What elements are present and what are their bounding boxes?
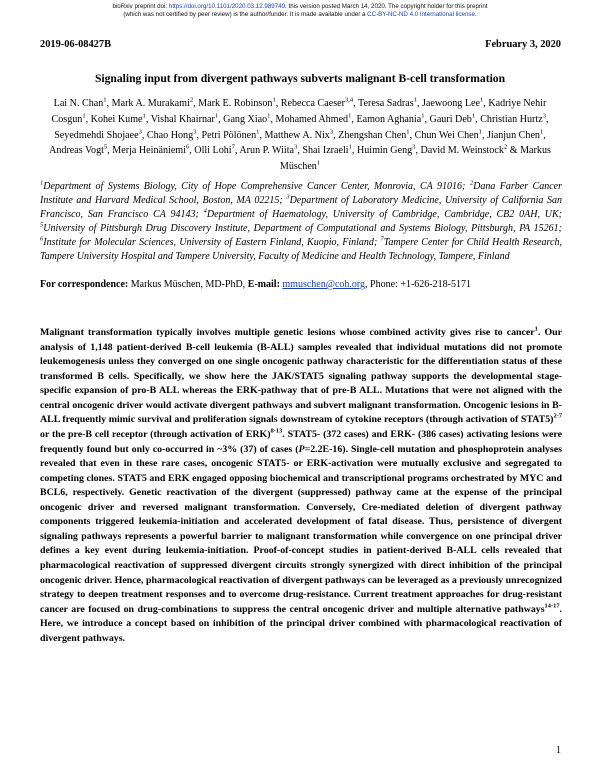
author: Huimin Geng$^3$ — [356, 144, 416, 157]
author: Kadriye Nehir Cosgun$^1$ — [51, 98, 547, 125]
reference: 2-7 — [553, 413, 562, 421]
author: Merja Heinäniemi$^6$ — [112, 144, 190, 157]
author: Mark E. Robinson$^1$ — [198, 96, 276, 109]
author: David M. Weinstock$^2$ — [420, 144, 508, 157]
correspondence-label: For correspondence: — [40, 279, 129, 290]
affiliation: $^4$Department of Haematology, University of Cambridge, Cambridge, CB2 0AH, UK; — [203, 207, 563, 221]
reference: 8-13 — [270, 427, 283, 435]
page-number: 1 — [556, 745, 561, 756]
preprint-notice — [0, 3, 600, 19]
author: Chun Wei Chen$^1$ — [414, 128, 482, 141]
author: Markus Müschen$^1$ — [279, 145, 551, 173]
paper-title: Signaling input from divergent pathways subverts malignant B-cell transformation — [94, 72, 506, 85]
affiliation: $^6$Institute for Molecular Sciences, University of Eastern Finland, Kuopio, Finland; — [40, 236, 381, 249]
phone-label: , Phone: — [365, 279, 398, 290]
license-link[interactable]: CC-BY-NC-ND 4.0 International license — [367, 11, 475, 18]
author: Zhengshan Chen$^1$ — [338, 128, 410, 141]
affiliation: $^1$Department of Systems Biology, City of Hope Comprehensive Cancer Center, Monrovia, CA 91016; — [40, 179, 470, 192]
affiliation: $^7$Tampere Center for Child Health Research, Tampere University Hospital and Tampere University, Faculty of Medicine and Health Technology, Tampere, Finland — [40, 236, 562, 263]
affiliations — [40, 180, 562, 265]
affiliation: $^5$University of Pittsburgh Drug Discovery Institute, Department of Computational and Systems Biology, Pittsburgh, PA 15261; — [40, 221, 562, 235]
author: Arun P. Wiita$^3$ — [239, 144, 298, 157]
author: Seyedmehdi Shojaee$^3$ — [54, 128, 142, 141]
correspondence — [40, 278, 562, 292]
reference: 1 — [534, 325, 538, 333]
affiliation: $^2$Dana Farber Cancer Institute and Harvard Medical School, Boston, MA 02215; — [40, 179, 562, 207]
manuscript-id: 2019-06-08427B — [40, 39, 111, 50]
affiliation: $^3$Department of Laboratory Medicine, University of California San Francisco, San Francisco CA 94143; — [40, 193, 562, 221]
author: Mohamed Ahmed$^1$ — [275, 112, 352, 125]
author: Chao Hong$^3$ — [146, 128, 197, 141]
preprint-notice-line2: (which was not certified by peer review) is the author/funder. It is made available under a CC-BY-NC-ND 4.0 International license. — [123, 11, 477, 18]
author: Eamon Aghania$^1$ — [356, 112, 425, 125]
author: Shai Izraeli$^1$ — [302, 144, 352, 157]
author-list: Lai N. Chan$^1$, Mark A. Murakami$^2$, Mark E. Robinson$^1$, Rebecca Caeser$^{3,4}$, Teresa Sadras$^1$, Jaewoong Lee$^1$, Kadriye Nehir Cosgun$^1$, Kohei Kume$^1$, Vishal Khairnar$^1$, Gang Xiao$^1$, Mohamed Ahmed$^1$, Eamon Aghania$^1$, Gauri Deb$^1$, Christian Hurtz$^3$, Seyedmehdi Shojaee$^3$, Chao Hong$^3$, Petri Pölönen$^1$, Matthew A. Nix$^3$, Zhengshan Chen$^1$, Chun Wei Chen$^1$, Jianjun Chen$^1$, Andreas Vogt$^5$, Merja Heinäniemi$^6$, Olli Lohi$^7$, Arun P. Wiita$^3$, Shai Izraeli$^1$, Huimin Geng$^3$, David M. Weinstock$^2$ & Markus Müschen$^1$ — [49, 96, 551, 173]
author: Lai N. Chan$^1$ — [53, 96, 107, 109]
author: Matthew A. Nix$^3$ — [264, 128, 334, 141]
author: Jaewoong Lee$^1$ — [421, 96, 484, 109]
reference: 14-17 — [544, 602, 560, 610]
author: Mark A. Murakami$^2$ — [111, 96, 194, 109]
author: Gauri Deb$^1$ — [429, 112, 476, 125]
email-label: E-mail: — [247, 279, 280, 290]
author: Teresa Sadras$^1$ — [358, 96, 417, 109]
author: Kohei Kume$^1$ — [90, 112, 146, 125]
author: Christian Hurtz$^3$ — [480, 112, 546, 125]
author: Gang Xiao$^1$ — [223, 112, 271, 125]
phone-number: +1-626-218-5171 — [397, 279, 471, 290]
author: Petri Pölönen$^1$ — [201, 128, 260, 141]
preprint-notice-line1: bioRxiv preprint doi: https://doi.org/10.1101/2020.03.12.989749. this version posted March 14, 2020. The copyright holder for this preprint — [112, 3, 488, 10]
abstract: Malignant transformation typically involves multiple genetic lesions whose combined activity gives rise to cancer$^1$. Our analysis of 1,148 patient-derived B-cell leukemia (B-ALL) samples revealed that individual mutations did not promote leukemogenesis unless they converged on one single oncogenic pathway characteristic for the differentiation status of these transformed B cells. Specifically, we show here the JAK/STAT5 signaling pathway supports the developmental stage-specific expansion of pro-B ALL whereas the ERK-pathway that of pre-B ALL. Mutations that were not aligned with the central oncogenic driver would activate divergent pathways and subvert malignant transformation. Oncogenic lesions in B-ALL frequently mimic survival and proliferation signals downstream of cytokine receptors (through activation of STAT5)$^{2-7}$ or the pre-B cell receptor (through activation of ERK)$^{8-13}$. STAT5- (372 cases) and ERK- (386 cases) activating lesions were frequently found but only co-occurred in ~3% (37) of cases (P=2.2E-16). Single-cell mutation and phosphoprotein analyses revealed that even in these rare cases, oncogenic STAT5- or ERK-activation were mutually exclusive and segregated to competing clones. STAT5 and ERK engaged opposing biochemical and transcriptional programs orchestrated by MYC and BCL6, respectively. Genetic reactivation of the divergent (suppressed) pathway came at the expense of the principal oncogenic driver and reversed malignant transformation. Conversely, Cre-mediated deletion of divergent pathway components triggered leukemia-initiation and accelerated development of fatal disease. Thus, persistence of divergent signaling pathways represents a powerful barrier to malignant transformation while convergence on one principal driver defines a key event during leukemia-initiation. Proof-of-concept studies in patient-derived B-ALL cells revealed that pharmacological reactivation of suppressed divergent circuits strongly synergized with direct inhibition of the principal oncogenic driver. Hence, pharmacological reactivation of divergent pathways can be leveraged as a previously unrecognized strategy to deepen treatment responses and to overcome drug-resistance. Current treatment approaches for drug-resistant cancer are focused on drug-combinations to suppress the central oncogenic driver and multiple alternative pathways$^{14-17}$. Here, we introduce a concept based on inhibition of the principal driver combined with pharmacological reactivation of divergent pathways. — [40, 325, 562, 644]
doi-link[interactable]: https://doi.org/10.1101/2020.03.12.989749 — [168, 3, 286, 10]
correspondence-name: Markus Müschen, MD-PhD, — [128, 279, 248, 290]
manuscript-date: February 3, 2020 — [485, 39, 561, 50]
author: Olli Lohi$^7$ — [194, 144, 235, 157]
p-value-symbol: P — [298, 443, 305, 455]
author: Andreas Vogt$^5$ — [49, 144, 108, 157]
author: Vishal Khairnar$^1$ — [150, 112, 219, 125]
email-link[interactable]: mmuschen@coh.org — [282, 279, 366, 290]
author: Jianjun Chen$^1$ — [486, 128, 544, 141]
author: Rebecca Caeser$^{3,4}$ — [280, 96, 354, 109]
